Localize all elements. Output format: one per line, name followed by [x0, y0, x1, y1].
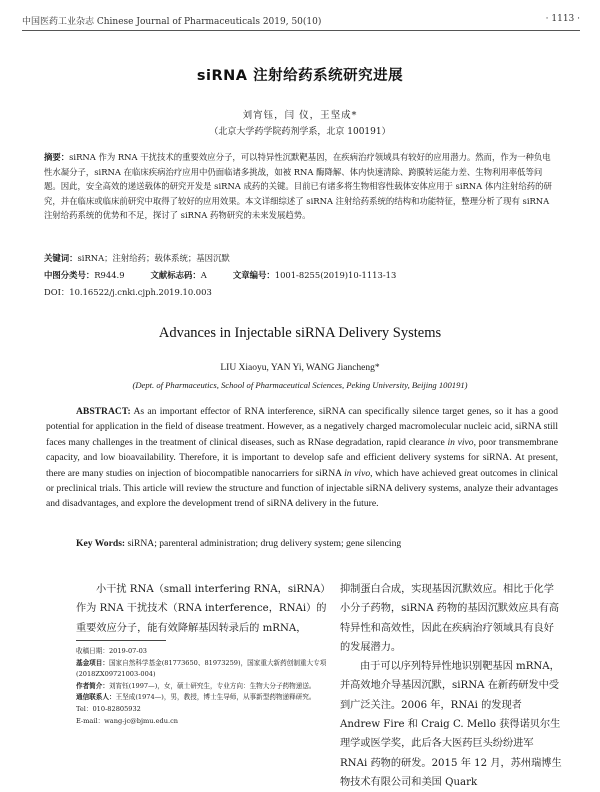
body-left-text: 小干扰 RNA（small interfering RNA，siRNA）作为 RNA 干扰技术（RNA interference，RNAi）的重要效应分子，能有效降解基因转录后的 mRNA， [76, 584, 327, 634]
page-number: · 1113 · [545, 14, 580, 24]
footnote-fund [76, 658, 328, 681]
author-text: 刘宵钰(1997—)，女，硕士研究生，专业方向：生物大分子药物递送。 [108, 681, 316, 690]
english-title: Advances in Injectable siRNA Delivery Systems [158, 325, 442, 341]
in-vivo-2: in vivo [344, 467, 371, 479]
english-authors: LIU Xiaoyu, YAN Yi, WANG Jiancheng* [220, 363, 380, 373]
body-column-left [76, 580, 328, 638]
chinese-authors: 刘宵钰，闫 仪，王坚成* [242, 110, 358, 121]
running-head [22, 12, 580, 28]
english-abstract-part1: As an important effector of RNA interference, siRNA can specifically silence target genes, so it has a good potential for application in the field of disease treatment. However, as a negatively charged macromolecular nucleic acid, siRNA still faces many challenges in the treatment of clinical diseases, such as RNase degradation, rapid clearance [46, 406, 558, 448]
corr-label: 通信联系人： [76, 693, 116, 702]
english-abstract-part3: , which have achieved great outcomes in clinical or preclinical trials. This article will review the structure and function of injectable siRNA delivery systems, analyze their advantages and disadvantages, and explore the development trend of siRNA delivery in the future. [46, 467, 558, 510]
english-affiliation: (Dept. of Pharmaceutics, School of Pharmaceutical Sciences, Peking University, Beijing 100191) [132, 380, 468, 390]
footnote-corresponding [76, 692, 328, 704]
body-right-para2 [340, 657, 562, 792]
fund-text: 国家自然科学基金(81773650、81973259)，国家重大新药创制重大专项(2018ZX09721003-004) [76, 658, 327, 679]
doi-value: 10.16522/j.cnki.cjph.2019.10.003 [69, 287, 212, 297]
doi-label: DOI： [44, 287, 70, 297]
footnote-email: E-mail：wang-jc@bjmu.edu.cn [76, 716, 179, 725]
doc-code-value: A [200, 270, 207, 280]
footnote-rule [76, 640, 166, 641]
english-keywords-label: Key Words: [76, 538, 126, 549]
corr-text: 王坚成(1974—)，男，教授，博士生导师，从事新型药物递释研究。 [115, 693, 316, 702]
chinese-keywords-text: siRNA；注射给药；载体系统；基因沉默 [77, 253, 230, 263]
english-abstract-label: ABSTRACT: [76, 406, 131, 417]
body-right-para1: 抑制蛋白合成，实现基因沉默效应。相比于化学小分子药物，siRNA 药物的基因沉默效应具有高特异性和高效性，因此在疾病治疗领域具有良好的发展潜力。 [340, 584, 560, 653]
chinese-keywords [44, 252, 558, 264]
doc-code-label: 文献标志码： [150, 270, 201, 280]
footnote-author [76, 681, 328, 693]
english-keywords-text: siRNA; parenteral administration; drug delivery system; gene silencing [125, 538, 402, 549]
chinese-title: siRNA 注射给药系统研究进展 [196, 68, 404, 84]
doi-line [44, 286, 212, 298]
chinese-abstract-label: 摘要： [44, 152, 70, 162]
chinese-abstract-text: siRNA 作为 RNA 干扰技术的重要效应分子，可以特异性沉默靶基因，在疾病治疗领域具有较好的应用潜力。然而，作为一种负电性水凝分子，siRNA 在临床疾病治疗应用中仍面临诸多挑战，如被 RNA 酶降解、体内快速清除、跨膜转运能力差、生物利用率低等问题。因此，安全高效的递送载体的研究开发是 siRNA 成药的关键。目前已有诸多将生物相容性载体安体应用于 siRNA 体内注射给药的研究，并在临床或临床前研究中取得了较好的应用效果。本文详细综述了 siRNA 注射给药系统的结构和功能特征，整理分析了现有 siRNA 注射给药系统的优势和不足，探讨了 siRNA 药物研究的未来发展趋势。 [44, 152, 552, 221]
english-abstract [46, 404, 558, 512]
cls-label: 中图分类号： [44, 270, 95, 280]
footnote-tel: Tel：010-82805932 [76, 704, 141, 713]
footnotes [76, 646, 328, 727]
cls-value: R944.9 [94, 270, 125, 280]
body-column-right [340, 580, 562, 792]
english-abstract-part2: , poor transmembrane capacity, and low bioavailability. Therefore, it is important to develop safe and efficient delivery systems for siRNA. At present, there are many studies on injection of biocompatible nanocarriers for siRNA [46, 436, 558, 479]
header-rule [22, 30, 580, 31]
footnote-received: 收稿日期：2019-07-03 [76, 647, 147, 655]
fund-label: 基金项目： [76, 658, 109, 667]
journal-name: 中国医药工业杂志 Chinese Journal of Pharmaceuticals 2019, 50(10) [22, 17, 322, 27]
chinese-keywords-label: 关键词： [44, 253, 78, 263]
chinese-affiliation: （北京大学药学院药剂学系，北京 100191） [209, 127, 391, 137]
body-right-para2-text: 由于可以序列特异性地识别靶基因 mRNA，并高效地介导基因沉默，siRNA 在新药研发中受到广泛关注。2006 年，RNAi 的发现者 Andrew Fire 和 Craig C. Mello 获得诺贝尔生理学或医学奖，此后各大医药巨头纷纷进军 RNAi 药物的研发。2015 年 12 月，苏州瑞博生物技术有限公司和美国 Quark [340, 661, 562, 788]
article-no-value: 1001-8255(2019)10-1113-13 [274, 270, 397, 280]
classification-line [44, 269, 558, 281]
article-no-label: 文章编号： [232, 270, 275, 280]
author-label: 作者简介： [76, 681, 109, 690]
english-keywords [76, 538, 558, 549]
in-vivo-1: in vivo [447, 436, 474, 448]
chinese-abstract [44, 150, 558, 223]
